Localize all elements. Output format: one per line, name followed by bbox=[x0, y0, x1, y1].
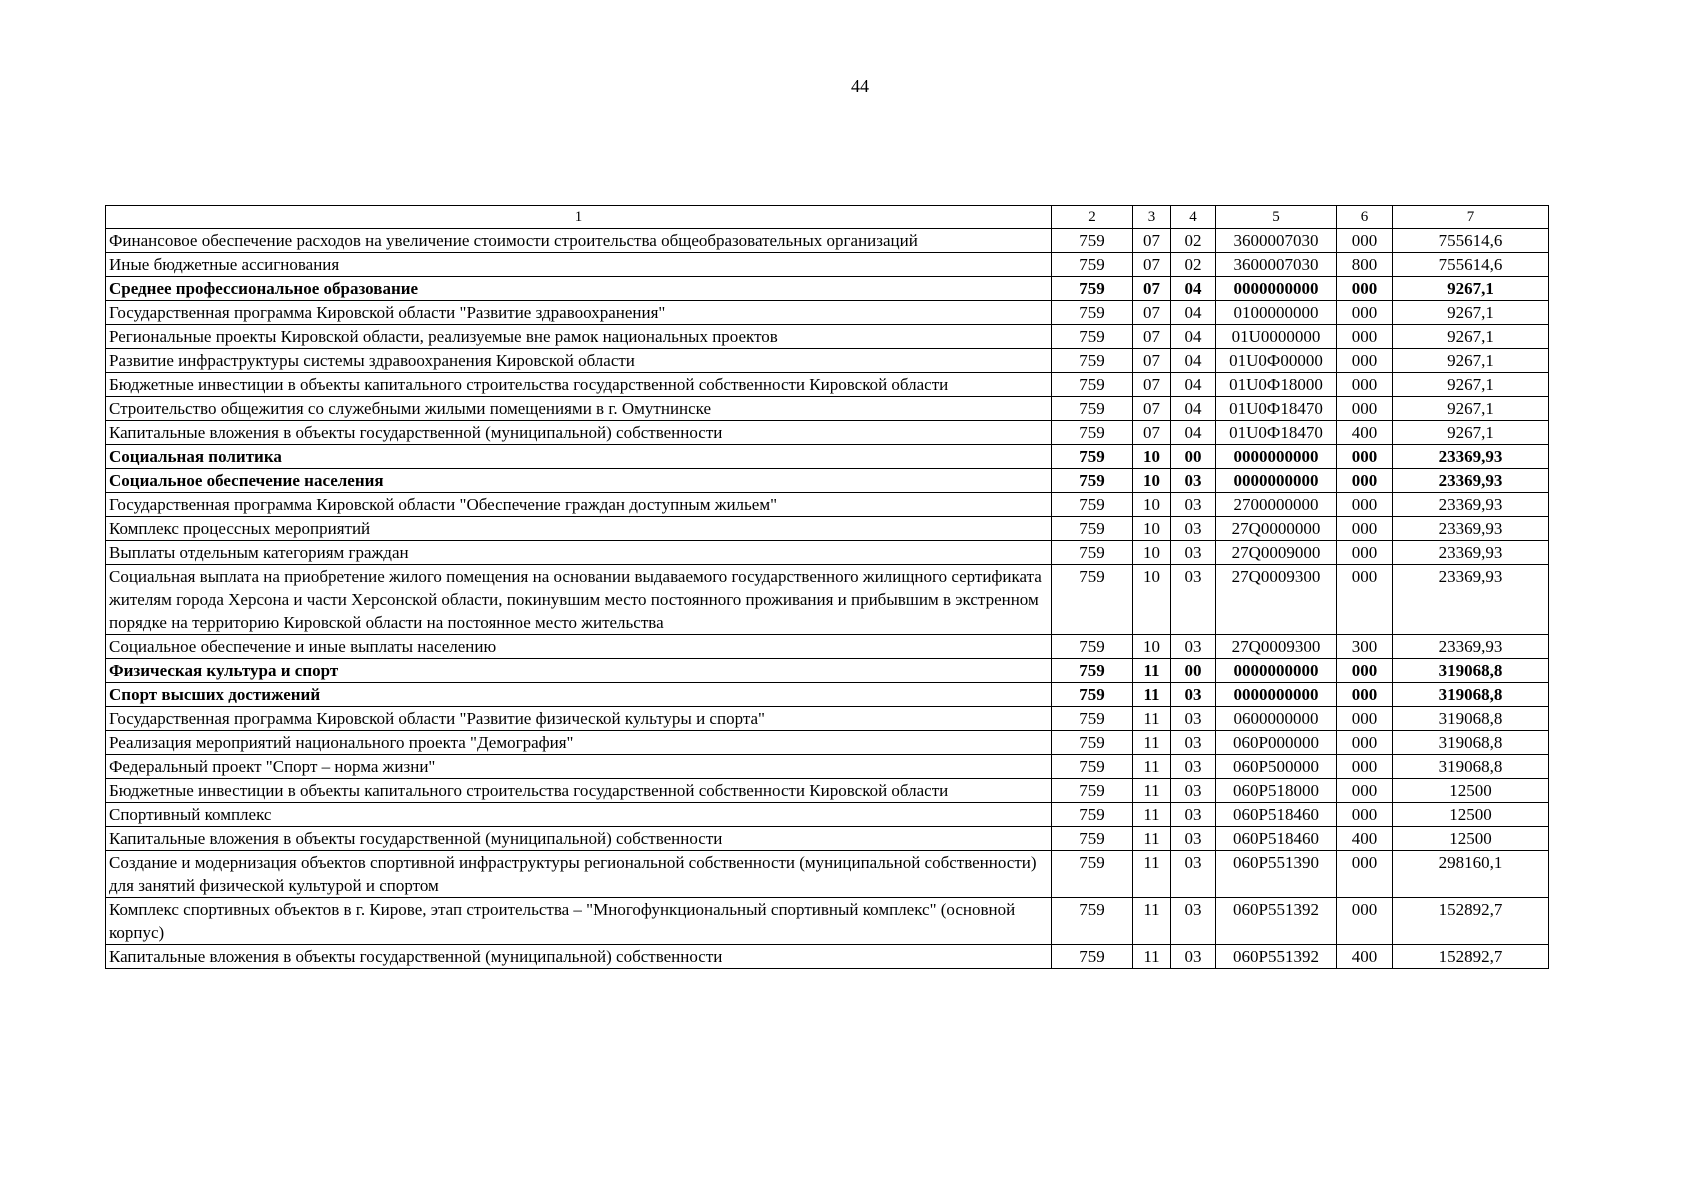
section-code-cell: 10 bbox=[1133, 541, 1171, 565]
ministry-code-cell: 759 bbox=[1052, 421, 1133, 445]
table-row bbox=[106, 277, 1549, 301]
target-item-code-cell: 0000000000 bbox=[1216, 469, 1337, 493]
subsection-code-cell: 04 bbox=[1171, 397, 1216, 421]
target-item-code-cell: 2700000000 bbox=[1216, 493, 1337, 517]
subsection-code-cell: 03 bbox=[1171, 803, 1216, 827]
subsection-code-cell: 03 bbox=[1171, 493, 1216, 517]
column-header: 6 bbox=[1337, 206, 1393, 229]
ministry-code-cell: 759 bbox=[1052, 517, 1133, 541]
amount-cell: 9267,1 bbox=[1393, 277, 1549, 301]
ministry-code-cell: 759 bbox=[1052, 397, 1133, 421]
expense-type-code-cell: 400 bbox=[1337, 421, 1393, 445]
expense-type-code-cell: 000 bbox=[1337, 779, 1393, 803]
row-name-cell: Социальное обеспечение и иные выплаты населению bbox=[106, 635, 1052, 659]
ministry-code-cell: 759 bbox=[1052, 659, 1133, 683]
table-row bbox=[106, 469, 1549, 493]
budget-table bbox=[105, 205, 1549, 969]
ministry-code-cell: 759 bbox=[1052, 325, 1133, 349]
ministry-code-cell: 759 bbox=[1052, 349, 1133, 373]
subsection-code-cell: 03 bbox=[1171, 898, 1216, 945]
target-item-code-cell: 27Q0009000 bbox=[1216, 541, 1337, 565]
row-name-cell: Капитальные вложения в объекты государственной (муниципальной) собственности bbox=[106, 827, 1052, 851]
target-item-code-cell: 060P518460 bbox=[1216, 803, 1337, 827]
expense-type-code-cell: 400 bbox=[1337, 827, 1393, 851]
amount-cell: 319068,8 bbox=[1393, 731, 1549, 755]
subsection-code-cell: 03 bbox=[1171, 517, 1216, 541]
expense-type-code-cell: 000 bbox=[1337, 731, 1393, 755]
table-row bbox=[106, 421, 1549, 445]
target-item-code-cell: 0000000000 bbox=[1216, 277, 1337, 301]
amount-cell: 9267,1 bbox=[1393, 373, 1549, 397]
amount-cell: 9267,1 bbox=[1393, 397, 1549, 421]
target-item-code-cell: 27Q0009300 bbox=[1216, 565, 1337, 635]
section-code-cell: 07 bbox=[1133, 349, 1171, 373]
target-item-code-cell: 27Q0000000 bbox=[1216, 517, 1337, 541]
section-code-cell: 10 bbox=[1133, 635, 1171, 659]
ministry-code-cell: 759 bbox=[1052, 253, 1133, 277]
column-header: 7 bbox=[1393, 206, 1549, 229]
row-name-cell: Спортивный комплекс bbox=[106, 803, 1052, 827]
subsection-code-cell: 00 bbox=[1171, 445, 1216, 469]
table-row bbox=[106, 349, 1549, 373]
ministry-code-cell: 759 bbox=[1052, 827, 1133, 851]
ministry-code-cell: 759 bbox=[1052, 707, 1133, 731]
subsection-code-cell: 03 bbox=[1171, 635, 1216, 659]
target-item-code-cell: 060P551392 bbox=[1216, 945, 1337, 969]
table-row bbox=[106, 541, 1549, 565]
expense-type-code-cell: 000 bbox=[1337, 541, 1393, 565]
column-header: 3 bbox=[1133, 206, 1171, 229]
expense-type-code-cell: 000 bbox=[1337, 683, 1393, 707]
target-item-code-cell: 0000000000 bbox=[1216, 445, 1337, 469]
target-item-code-cell: 0000000000 bbox=[1216, 683, 1337, 707]
subsection-code-cell: 03 bbox=[1171, 707, 1216, 731]
subsection-code-cell: 03 bbox=[1171, 851, 1216, 898]
subsection-code-cell: 03 bbox=[1171, 731, 1216, 755]
target-item-code-cell: 01U0Ф18470 bbox=[1216, 397, 1337, 421]
section-code-cell: 11 bbox=[1133, 779, 1171, 803]
expense-type-code-cell: 000 bbox=[1337, 898, 1393, 945]
section-code-cell: 11 bbox=[1133, 803, 1171, 827]
subsection-code-cell: 04 bbox=[1171, 325, 1216, 349]
section-code-cell: 11 bbox=[1133, 945, 1171, 969]
expense-type-code-cell: 000 bbox=[1337, 229, 1393, 253]
ministry-code-cell: 759 bbox=[1052, 277, 1133, 301]
ministry-code-cell: 759 bbox=[1052, 635, 1133, 659]
table-row bbox=[106, 517, 1549, 541]
table-row bbox=[106, 731, 1549, 755]
subsection-code-cell: 03 bbox=[1171, 779, 1216, 803]
amount-cell: 23369,93 bbox=[1393, 493, 1549, 517]
table-row bbox=[106, 325, 1549, 349]
target-item-code-cell: 01U0Ф18000 bbox=[1216, 373, 1337, 397]
ministry-code-cell: 759 bbox=[1052, 541, 1133, 565]
subsection-code-cell: 04 bbox=[1171, 301, 1216, 325]
target-item-code-cell: 060P518460 bbox=[1216, 827, 1337, 851]
target-item-code-cell: 3600007030 bbox=[1216, 229, 1337, 253]
subsection-code-cell: 02 bbox=[1171, 253, 1216, 277]
expense-type-code-cell: 000 bbox=[1337, 445, 1393, 469]
target-item-code-cell: 060P518000 bbox=[1216, 779, 1337, 803]
ministry-code-cell: 759 bbox=[1052, 373, 1133, 397]
subsection-code-cell: 00 bbox=[1171, 659, 1216, 683]
expense-type-code-cell: 000 bbox=[1337, 755, 1393, 779]
ministry-code-cell: 759 bbox=[1052, 945, 1133, 969]
row-name-cell: Спорт высших достижений bbox=[106, 683, 1052, 707]
section-code-cell: 11 bbox=[1133, 683, 1171, 707]
row-name-cell: Социальное обеспечение населения bbox=[106, 469, 1052, 493]
expense-type-code-cell: 300 bbox=[1337, 635, 1393, 659]
table-row bbox=[106, 683, 1549, 707]
section-code-cell: 07 bbox=[1133, 325, 1171, 349]
target-item-code-cell: 060P551392 bbox=[1216, 898, 1337, 945]
expense-type-code-cell: 000 bbox=[1337, 469, 1393, 493]
expense-type-code-cell: 000 bbox=[1337, 517, 1393, 541]
expense-type-code-cell: 000 bbox=[1337, 349, 1393, 373]
section-code-cell: 11 bbox=[1133, 707, 1171, 731]
amount-cell: 9267,1 bbox=[1393, 325, 1549, 349]
row-name-cell: Федеральный проект "Спорт – норма жизни" bbox=[106, 755, 1052, 779]
amount-cell: 319068,8 bbox=[1393, 707, 1549, 731]
row-name-cell: Строительство общежития со служебными жилыми помещениями в г. Омутнинске bbox=[106, 397, 1052, 421]
section-code-cell: 07 bbox=[1133, 229, 1171, 253]
subsection-code-cell: 03 bbox=[1171, 565, 1216, 635]
target-item-code-cell: 0000000000 bbox=[1216, 659, 1337, 683]
section-code-cell: 11 bbox=[1133, 731, 1171, 755]
expense-type-code-cell: 000 bbox=[1337, 277, 1393, 301]
target-item-code-cell: 01U0Ф00000 bbox=[1216, 349, 1337, 373]
ministry-code-cell: 759 bbox=[1052, 779, 1133, 803]
subsection-code-cell: 03 bbox=[1171, 541, 1216, 565]
table-row bbox=[106, 755, 1549, 779]
column-header: 1 bbox=[106, 206, 1052, 229]
ministry-code-cell: 759 bbox=[1052, 683, 1133, 707]
row-name-cell: Бюджетные инвестиции в объекты капитального строительства государственной собственности Кировской области bbox=[106, 779, 1052, 803]
ministry-code-cell: 759 bbox=[1052, 445, 1133, 469]
expense-type-code-cell: 000 bbox=[1337, 397, 1393, 421]
expense-type-code-cell: 000 bbox=[1337, 565, 1393, 635]
amount-cell: 9267,1 bbox=[1393, 349, 1549, 373]
table-row bbox=[106, 445, 1549, 469]
table-row bbox=[106, 493, 1549, 517]
amount-cell: 9267,1 bbox=[1393, 301, 1549, 325]
row-name-cell: Бюджетные инвестиции в объекты капитального строительства государственной собственности Кировской области bbox=[106, 373, 1052, 397]
amount-cell: 152892,7 bbox=[1393, 898, 1549, 945]
row-name-cell: Государственная программа Кировской области "Обеспечение граждан доступным жильем" bbox=[106, 493, 1052, 517]
amount-cell: 755614,6 bbox=[1393, 253, 1549, 277]
expense-type-code-cell: 000 bbox=[1337, 659, 1393, 683]
row-name-cell: Создание и модернизация объектов спортивной инфраструктуры региональной собственности (муниципальной собственности) для занятий физической культурой и спортом bbox=[106, 851, 1052, 898]
amount-cell: 319068,8 bbox=[1393, 659, 1549, 683]
row-name-cell: Комплекс спортивных объектов в г. Кирове, этап строительства – "Многофункциональный спортивный комплекс" (основной корпус) bbox=[106, 898, 1052, 945]
amount-cell: 23369,93 bbox=[1393, 541, 1549, 565]
section-code-cell: 11 bbox=[1133, 827, 1171, 851]
row-name-cell: Выплаты отдельным категориям граждан bbox=[106, 541, 1052, 565]
row-name-cell: Реализация мероприятий национального проекта "Демография" bbox=[106, 731, 1052, 755]
expense-type-code-cell: 000 bbox=[1337, 707, 1393, 731]
subsection-code-cell: 02 bbox=[1171, 229, 1216, 253]
section-code-cell: 07 bbox=[1133, 421, 1171, 445]
subsection-code-cell: 04 bbox=[1171, 349, 1216, 373]
expense-type-code-cell: 400 bbox=[1337, 945, 1393, 969]
target-item-code-cell: 060P551390 bbox=[1216, 851, 1337, 898]
target-item-code-cell: 3600007030 bbox=[1216, 253, 1337, 277]
section-code-cell: 07 bbox=[1133, 373, 1171, 397]
row-name-cell: Социальная политика bbox=[106, 445, 1052, 469]
amount-cell: 9267,1 bbox=[1393, 421, 1549, 445]
subsection-code-cell: 03 bbox=[1171, 755, 1216, 779]
section-code-cell: 11 bbox=[1133, 898, 1171, 945]
row-name-cell: Региональные проекты Кировской области, реализуемые вне рамок национальных проектов bbox=[106, 325, 1052, 349]
table-row bbox=[106, 301, 1549, 325]
amount-cell: 298160,1 bbox=[1393, 851, 1549, 898]
target-item-code-cell: 01U0Ф18470 bbox=[1216, 421, 1337, 445]
row-name-cell: Государственная программа Кировской области "Развитие физической культуры и спорта" bbox=[106, 707, 1052, 731]
table-row bbox=[106, 635, 1549, 659]
table-row bbox=[106, 945, 1549, 969]
amount-cell: 23369,93 bbox=[1393, 565, 1549, 635]
section-code-cell: 07 bbox=[1133, 277, 1171, 301]
table-row bbox=[106, 659, 1549, 683]
row-name-cell: Капитальные вложения в объекты государственной (муниципальной) собственности bbox=[106, 421, 1052, 445]
amount-cell: 755614,6 bbox=[1393, 229, 1549, 253]
section-code-cell: 11 bbox=[1133, 851, 1171, 898]
amount-cell: 23369,93 bbox=[1393, 635, 1549, 659]
amount-cell: 319068,8 bbox=[1393, 755, 1549, 779]
row-name-cell: Иные бюджетные ассигнования bbox=[106, 253, 1052, 277]
ministry-code-cell: 759 bbox=[1052, 469, 1133, 493]
subsection-code-cell: 04 bbox=[1171, 373, 1216, 397]
amount-cell: 152892,7 bbox=[1393, 945, 1549, 969]
table-header-row bbox=[106, 206, 1549, 229]
expense-type-code-cell: 000 bbox=[1337, 301, 1393, 325]
amount-cell: 23369,93 bbox=[1393, 445, 1549, 469]
subsection-code-cell: 03 bbox=[1171, 945, 1216, 969]
row-name-cell: Развитие инфраструктуры системы здравоохранения Кировской области bbox=[106, 349, 1052, 373]
row-name-cell: Капитальные вложения в объекты государственной (муниципальной) собственности bbox=[106, 945, 1052, 969]
table-row bbox=[106, 827, 1549, 851]
target-item-code-cell: 0100000000 bbox=[1216, 301, 1337, 325]
ministry-code-cell: 759 bbox=[1052, 851, 1133, 898]
table-row bbox=[106, 565, 1549, 635]
section-code-cell: 10 bbox=[1133, 493, 1171, 517]
section-code-cell: 11 bbox=[1133, 659, 1171, 683]
target-item-code-cell: 01U0000000 bbox=[1216, 325, 1337, 349]
page-number: 44 bbox=[851, 76, 869, 96]
section-code-cell: 10 bbox=[1133, 565, 1171, 635]
section-code-cell: 07 bbox=[1133, 301, 1171, 325]
expense-type-code-cell: 000 bbox=[1337, 851, 1393, 898]
column-header: 5 bbox=[1216, 206, 1337, 229]
table-row bbox=[106, 397, 1549, 421]
row-name-cell: Физическая культура и спорт bbox=[106, 659, 1052, 683]
target-item-code-cell: 27Q0009300 bbox=[1216, 635, 1337, 659]
ministry-code-cell: 759 bbox=[1052, 493, 1133, 517]
section-code-cell: 10 bbox=[1133, 469, 1171, 493]
ministry-code-cell: 759 bbox=[1052, 301, 1133, 325]
section-code-cell: 10 bbox=[1133, 445, 1171, 469]
section-code-cell: 07 bbox=[1133, 253, 1171, 277]
subsection-code-cell: 03 bbox=[1171, 469, 1216, 493]
row-name-cell: Среднее профессиональное образование bbox=[106, 277, 1052, 301]
amount-cell: 12500 bbox=[1393, 779, 1549, 803]
ministry-code-cell: 759 bbox=[1052, 755, 1133, 779]
subsection-code-cell: 04 bbox=[1171, 277, 1216, 301]
amount-cell: 12500 bbox=[1393, 827, 1549, 851]
amount-cell: 23369,93 bbox=[1393, 469, 1549, 493]
table-row bbox=[106, 803, 1549, 827]
target-item-code-cell: 060P500000 bbox=[1216, 755, 1337, 779]
table-row bbox=[106, 707, 1549, 731]
amount-cell: 12500 bbox=[1393, 803, 1549, 827]
subsection-code-cell: 04 bbox=[1171, 421, 1216, 445]
ministry-code-cell: 759 bbox=[1052, 229, 1133, 253]
table-row bbox=[106, 373, 1549, 397]
column-header: 2 bbox=[1052, 206, 1133, 229]
ministry-code-cell: 759 bbox=[1052, 565, 1133, 635]
target-item-code-cell: 060P000000 bbox=[1216, 731, 1337, 755]
amount-cell: 319068,8 bbox=[1393, 683, 1549, 707]
table-row bbox=[106, 779, 1549, 803]
table-row bbox=[106, 229, 1549, 253]
expense-type-code-cell: 000 bbox=[1337, 373, 1393, 397]
ministry-code-cell: 759 bbox=[1052, 731, 1133, 755]
table-row bbox=[106, 253, 1549, 277]
target-item-code-cell: 0600000000 bbox=[1216, 707, 1337, 731]
subsection-code-cell: 03 bbox=[1171, 827, 1216, 851]
table-row bbox=[106, 851, 1549, 898]
row-name-cell: Государственная программа Кировской области "Развитие здравоохранения" bbox=[106, 301, 1052, 325]
ministry-code-cell: 759 bbox=[1052, 803, 1133, 827]
column-header: 4 bbox=[1171, 206, 1216, 229]
row-name-cell: Социальная выплата на приобретение жилого помещения на основании выдаваемого государственного жилищного сертификата жителям города Херсона и части Херсонской области, покинувшим место постоянного проживания и прибывшим в экстренном порядке на территорию Кировской области на постоянное место жительства bbox=[106, 565, 1052, 635]
section-code-cell: 11 bbox=[1133, 755, 1171, 779]
expense-type-code-cell: 000 bbox=[1337, 803, 1393, 827]
section-code-cell: 07 bbox=[1133, 397, 1171, 421]
table-row bbox=[106, 898, 1549, 945]
expense-type-code-cell: 000 bbox=[1337, 325, 1393, 349]
expense-type-code-cell: 800 bbox=[1337, 253, 1393, 277]
row-name-cell: Финансовое обеспечение расходов на увеличение стоимости строительства общеобразовательных организаций bbox=[106, 229, 1052, 253]
row-name-cell: Комплекс процессных мероприятий bbox=[106, 517, 1052, 541]
ministry-code-cell: 759 bbox=[1052, 898, 1133, 945]
amount-cell: 23369,93 bbox=[1393, 517, 1549, 541]
section-code-cell: 10 bbox=[1133, 517, 1171, 541]
expense-type-code-cell: 000 bbox=[1337, 493, 1393, 517]
subsection-code-cell: 03 bbox=[1171, 683, 1216, 707]
